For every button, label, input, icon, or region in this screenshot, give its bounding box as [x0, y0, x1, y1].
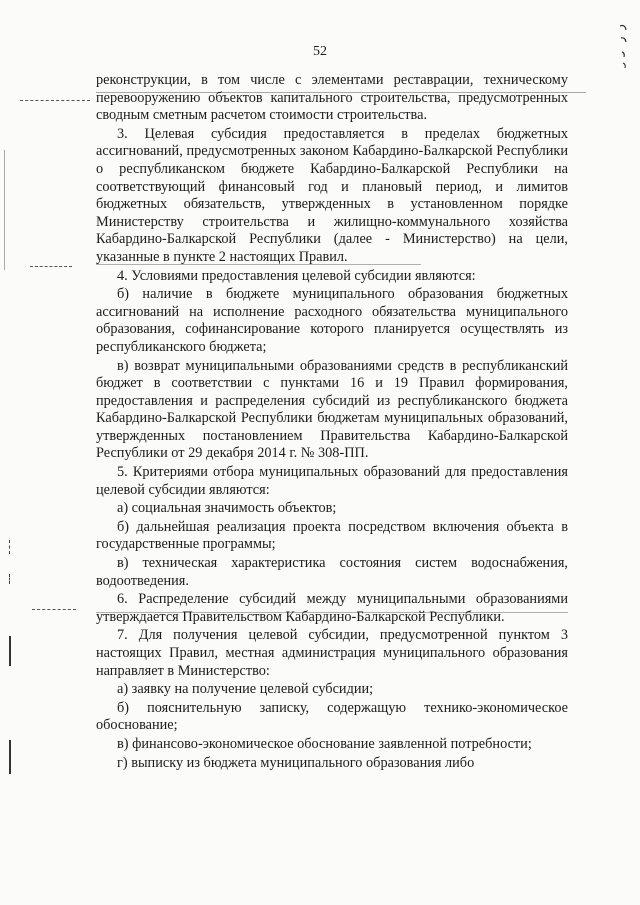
handwritten-mark [612, 22, 634, 72]
paragraph-5: 5. Критериями отбора муниципальных образований для предоставления целевой субсидии являются: [96, 464, 568, 498]
paragraph-5b: б) дальнейшая реализация проекта посредством включения объекта в государственные программы; [96, 518, 568, 553]
margin-mark [20, 100, 90, 101]
margin-tick [9, 740, 11, 774]
margin-tick [9, 540, 10, 554]
page-number: 52 [313, 44, 327, 59]
paragraph-7v: в) финансово-экономическое обоснование заявленной потребности; [117, 735, 532, 752]
paragraph-4: 4. Условиями предоставления целевой субсидии являются: [117, 267, 476, 284]
paragraph-continuation: реконструкции, в том числе с элементами реставрации, техническому перевооружению объектов капитального строительства, предусмотренных сводным сметным расчетом стоимости строительства. [96, 72, 568, 124]
paragraph-5a: а) социальная значимость объектов; [117, 500, 337, 517]
paragraph-3: 3. Целевая субсидия предоставляется в пределах бюджетных ассигнований, предусмотренных законом Кабардино-Балкарской Республики о республиканском бюджете Кабардино-Балкарской Республики на соответствующий финансовый год и плановый период, и лимитов бюджетных обязательств, утвержденных в установленном порядке Министерству строительства и жилищно-коммунального хозяйства Кабардино-Балкарской Республики (далее - Министерство) на цели, указанные в пункте 2 настоящих Правил. [96, 125, 568, 265]
margin-tick [9, 574, 10, 584]
paragraph-5v: в) техническая характеристика состояния систем водоснабжения, водоотведения. [96, 555, 568, 589]
margin-tick [9, 636, 11, 666]
paragraph-6: 6. Распределение субсидий между муниципальными образованиями утверждается Правительством Кабардино-Балкарской Республики. [96, 591, 568, 625]
margin-tick [4, 150, 5, 270]
paragraph-7a: а) заявку на получение целевой субсидии; [117, 681, 374, 698]
paragraph-4v: в) возврат муниципальными образованиями средств в республиканский бюджет в соответствии с пунктами 16 и 19 Правил формирования, предоставления и распределения субсидий из республиканского бюджета Кабардино-Балкарской Республики бюджетам муниципальных образований, утвержденных постановлением Правительства Кабардино-Балкарской Республики от 29 декабря 2014 г. № 308-ПП. [96, 357, 568, 462]
paragraph-7b: б) пояснительную записку, содержащую технико-экономическое обоснование; [96, 699, 568, 734]
paragraph-7g: г) выписку из бюджета муниципального образования либо [117, 754, 475, 771]
margin-mark [32, 609, 76, 610]
paragraph-7: 7. Для получения целевой субсидии, предусмотренной пунктом 3 настоящих Правил, местная администрация муниципального образования направляет в Министерство: [96, 627, 568, 679]
paragraph-4b: б) наличие в бюджете муниципального образования бюджетных ассигнований на исполнение расходного обязательства муниципального образования, софинансирование которого планируется осуществлять из республиканского бюджета; [96, 286, 568, 355]
margin-mark [30, 266, 72, 267]
document-body [96, 72, 568, 773]
